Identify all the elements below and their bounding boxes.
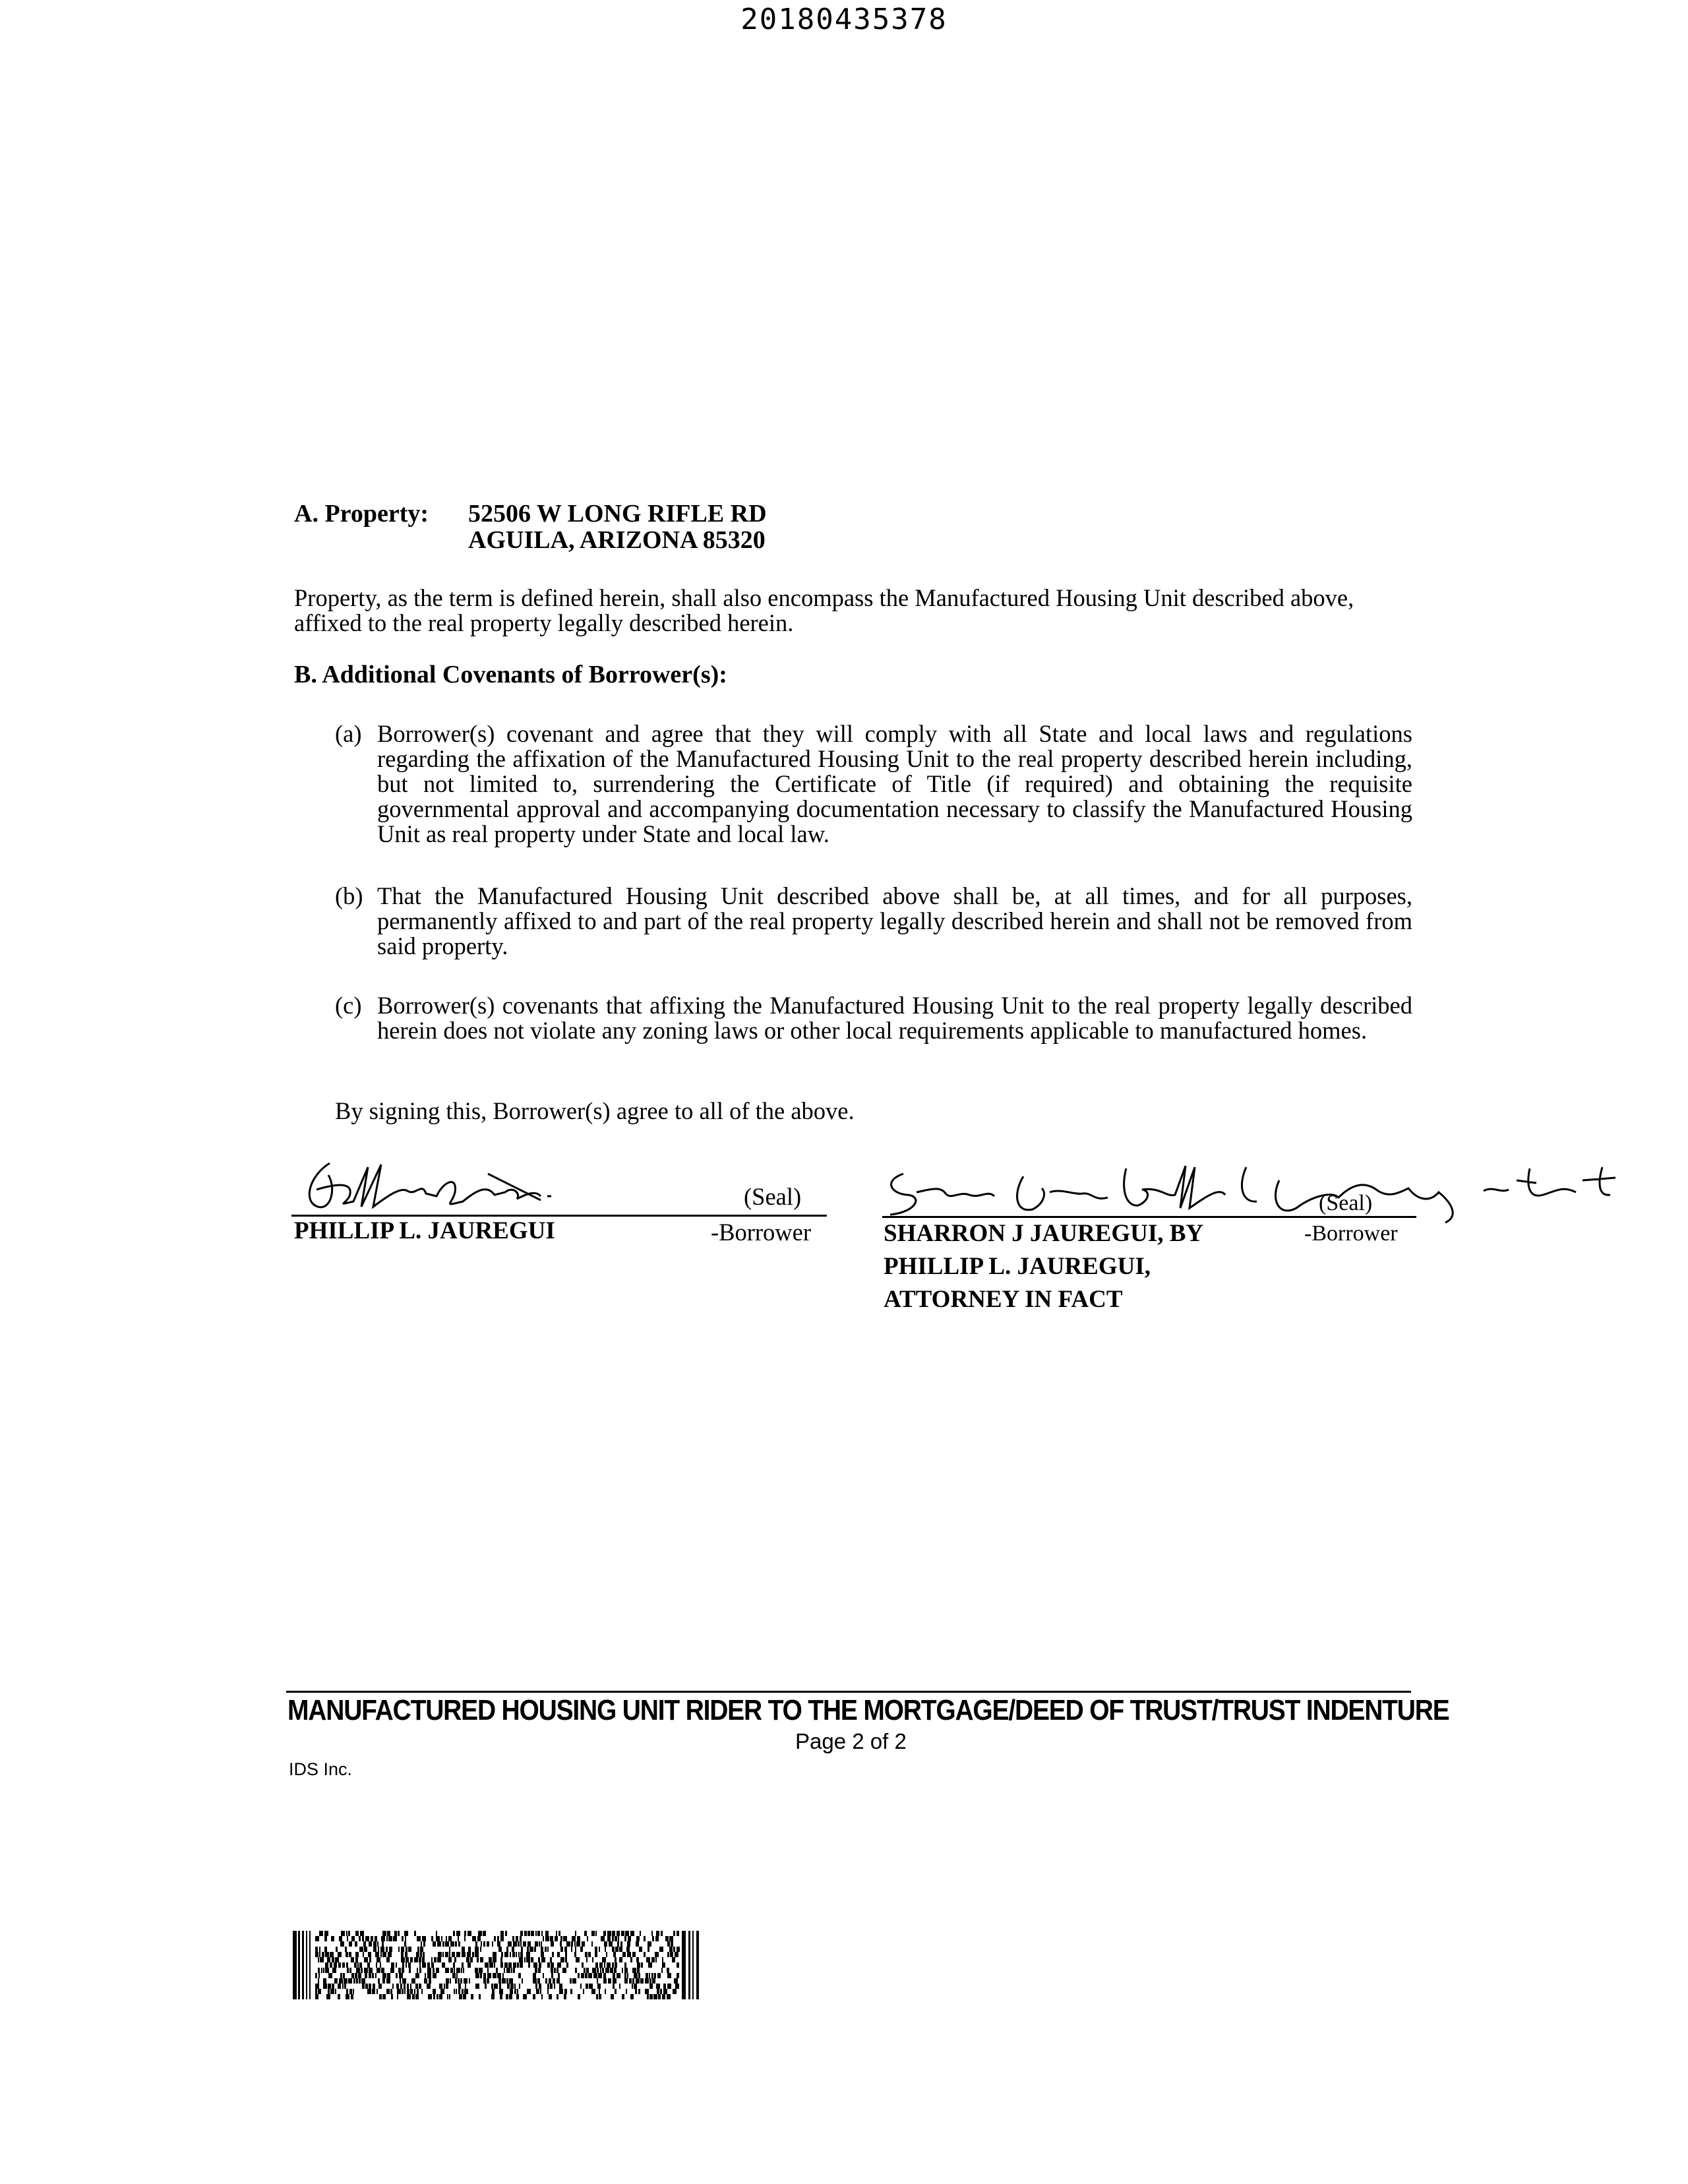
borrower-2-name-line1: SHARRON J JAUREGUI, BY — [884, 1220, 1204, 1247]
document-barcode — [293, 1931, 702, 1999]
property-address-line2: AGUILA, ARIZONA 85320 — [468, 526, 766, 554]
borrower-2-signature-line — [882, 1216, 1416, 1218]
footer-form-title: MANUFACTURED HOUSING UNIT RIDER TO THE MORTGAGE/DEED OF TRUST/TRUST INDENTURE — [287, 1695, 1449, 1727]
record-number: 20180435378 — [740, 3, 948, 36]
borrower-2-name-line3: ATTORNEY IN FACT — [884, 1286, 1123, 1313]
footer-rule — [286, 1691, 1411, 1693]
property-address-line1: 52506 W LONG RIFLE RD — [468, 500, 767, 528]
agreement-statement: By signing this, Borrower(s) agree to all of the above. — [335, 1097, 855, 1124]
property-definition-paragraph: Property, as the term is defined herein, shall also encompass the Manufactured Housing Unit described above, affixed to the real property legally described herein. — [294, 584, 1354, 636]
borrower-1-signature-line — [291, 1215, 827, 1217]
footer-vendor: IDS Inc. — [289, 1759, 353, 1779]
covenant-c-text: Borrower(s) covenants that affixing the Manufactured Housing Unit to the real property legally described herein does not violate any zoning laws or other local requirements applicable to manufactured homes. — [377, 992, 1412, 1044]
footer-page-number: Page 2 of 2 — [795, 1729, 907, 1753]
covenant-b-text: That the Manufactured Housing Unit described above shall be, at all times, and for all purposes, permanently affixed to and part of the real property legally described herein and shall not be removed from said property. — [377, 882, 1412, 959]
borrower-1-seal-label: (Seal) — [744, 1183, 802, 1210]
borrower-1-name: PHILLIP L. JAUREGUI — [294, 1217, 555, 1244]
borrower-1-signature-scribble — [290, 1155, 633, 1221]
covenant-a-text: Borrower(s) covenant and agree that they will comply with all State and local laws and regulations regarding the affixation of the Manufactured Housing Unit to the real property described herein including, but not limited to, surrendering the Certificate of Title (if required) and obtaining the requisite governmental approval and accompanying documentation necessary to classify the Manufactured Housing Unit as real property under State and local law. — [377, 720, 1412, 847]
covenant-c-marker: (c) — [335, 992, 362, 1019]
section-a-label: A. Property: — [294, 500, 429, 528]
covenant-b-marker: (b) — [335, 882, 363, 909]
borrower-2-role: -Borrower — [1304, 1221, 1398, 1246]
borrower-2-seal-label: (Seal) — [1319, 1191, 1373, 1215]
covenant-a-marker: (a) — [335, 720, 362, 747]
borrower-2-name-line2: PHILLIP L. JAUREGUI, — [884, 1253, 1151, 1280]
borrower-1-role: -Borrower — [711, 1219, 812, 1246]
section-b-label: B. Additional Covenants of Borrower(s): — [294, 661, 727, 688]
